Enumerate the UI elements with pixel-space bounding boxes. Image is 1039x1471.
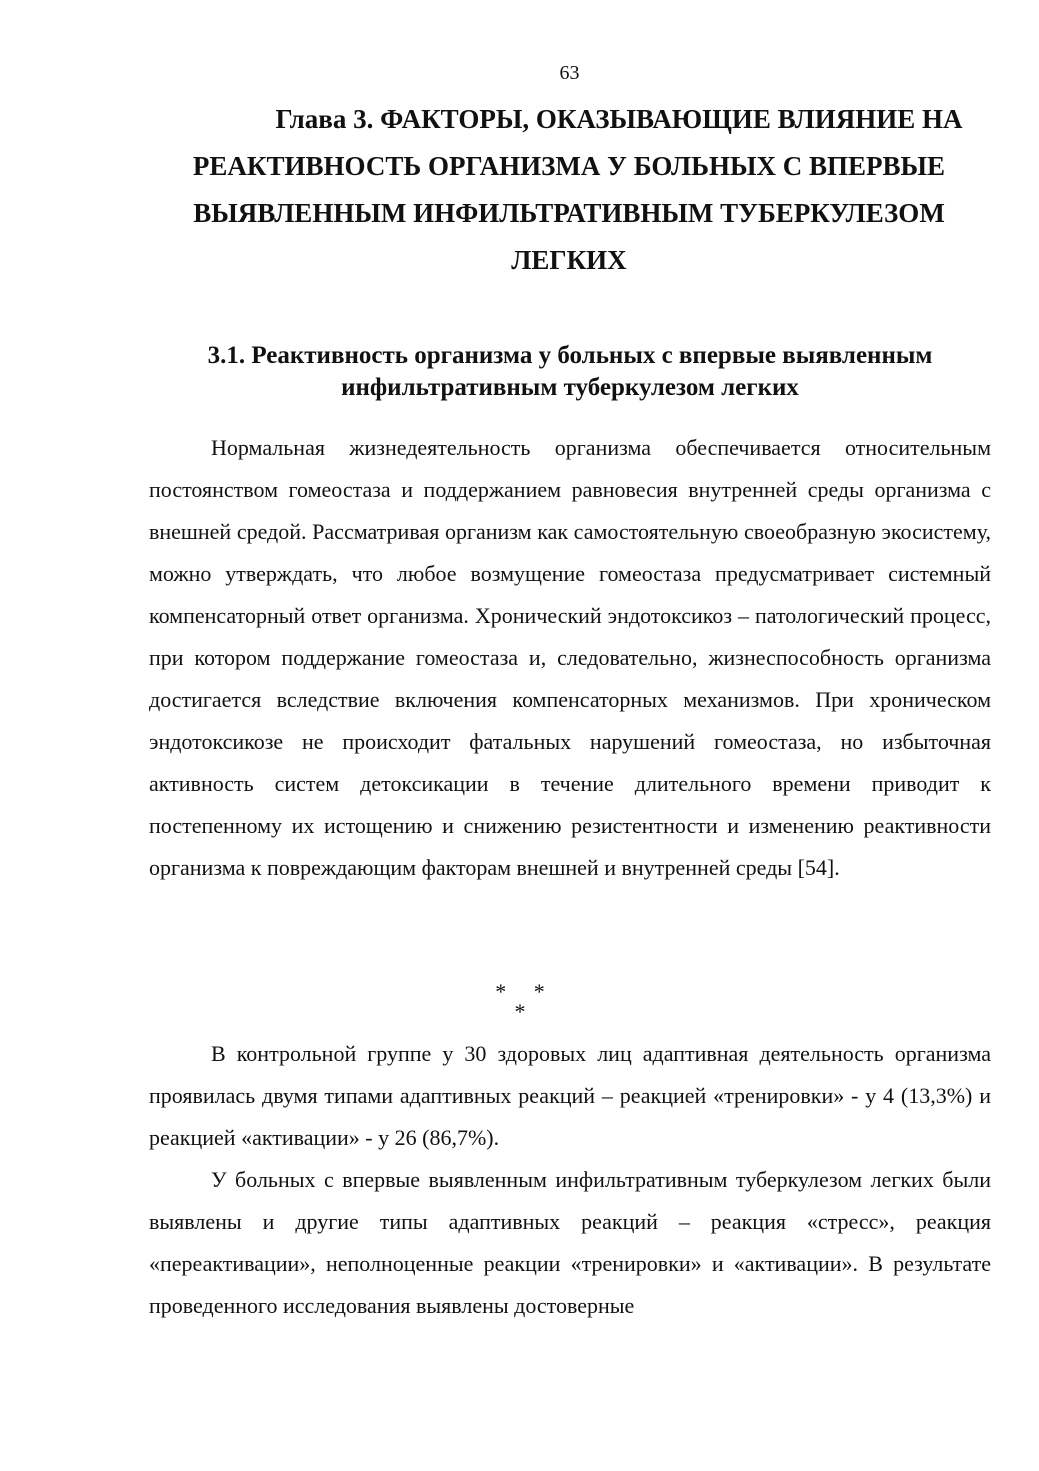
chapter-title-line-2: РЕАКТИВНОСТЬ ОРГАНИЗМА У БОЛЬНЫХ С ВПЕРВЫЕ ВЫЯВЛЕННЫМ ИНФИЛЬТРАТИВНЫМ ТУБЕРКУЛЕЗОМ ЛЕГКИХ bbox=[192, 151, 946, 275]
chapter-title bbox=[150, 96, 988, 284]
asterism-separator bbox=[440, 979, 600, 1024]
section-title: 3.1. Реактивность организма у больных с впервые выявленным инфильтративным туберкулезом легких bbox=[207, 342, 933, 401]
asterism-top: * * bbox=[495, 979, 545, 1004]
paragraph-1: Нормальная жизнедеятельность организма обеспечивается относительным постоянством гомеостаза и поддержанием равновесия внутренней среды организма с внешней средой. Рассматривая организм как самостоятельную своеобразную экосистему, можно утверждать, что любое возмущение гомеостаза предусматривает системный компенсаторный ответ организма. Хронический эндотоксикоз – патологический процесс, при котором поддержание гомеостаза и, следовательно, жизнеспособность организма достигается вследствие включения компенсаторных механизмов. При хроническом эндотоксикозе не происходит фатальных нарушений гомеостаза, но избыточная активность систем детоксикации в течение длительного времени приводит к постепенному их истощению и снижению резистентности и изменению реактивности организма к повреждающим факторам внешней и внутренней среды [54]. bbox=[149, 435, 991, 880]
page-number: 63 bbox=[559, 62, 580, 84]
asterism-bottom: * bbox=[514, 999, 526, 1024]
paragraph-3: У больных с впервые выявленным инфильтративным туберкулезом легких были выявлены и другие типы адаптивных реакций – реакция «стресс», реакция «переактивации», неполноценные реакции «тренировки» и «активации». В результате проведенного исследования выявлены достоверные bbox=[149, 1167, 991, 1318]
paragraph-2: В контрольной группе у 30 здоровых лиц адаптивная деятельность организма проявилась двумя типами адаптивных реакций – реакцией «тренировки» - у 4 (13,3%) и реакцией «активации» - у 26 (86,7%). bbox=[149, 1041, 991, 1150]
chapter-title-line-1: Глава 3. ФАКТОРЫ, ОКАЗЫВАЮЩИЕ ВЛИЯНИЕ НА bbox=[275, 104, 963, 134]
